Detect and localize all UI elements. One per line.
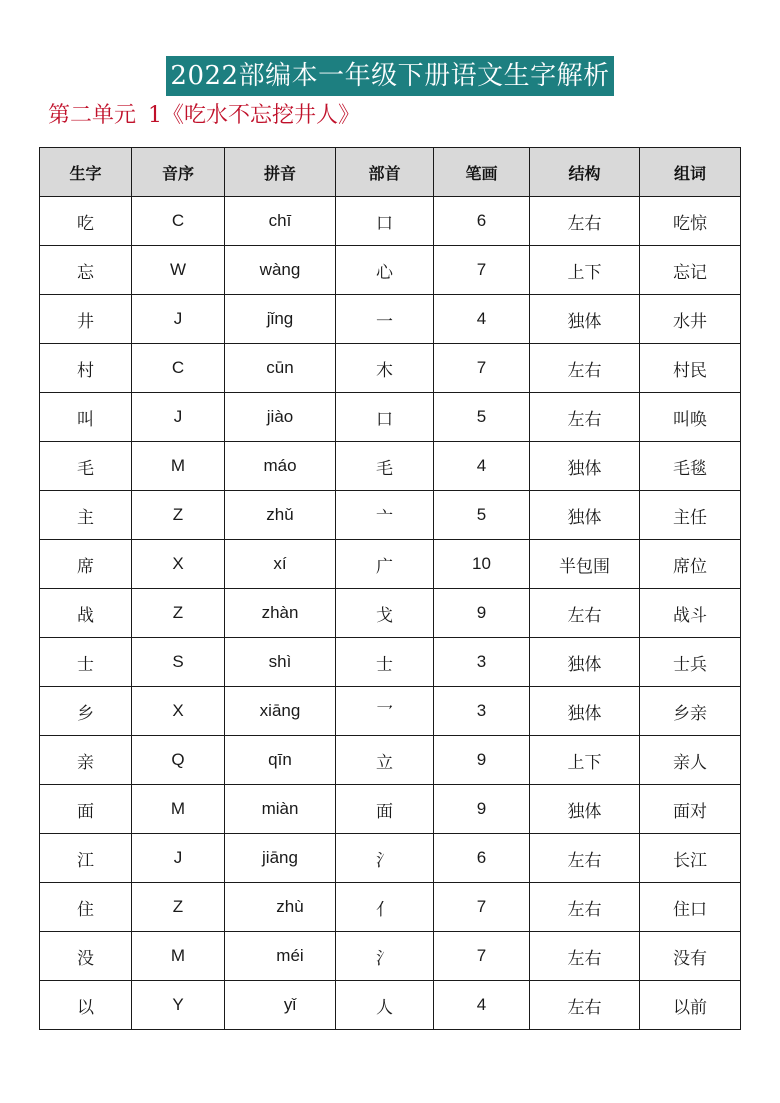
table-header-row [40,148,741,197]
word-cell: 叫唤 [640,393,741,442]
character-cell: 井 [40,295,132,344]
pinyin-text: méi [276,946,304,965]
character-table [39,147,741,1030]
pinyin-cell [225,932,336,981]
pinyin-cell: qīn [225,736,336,785]
word-cell: 主任 [640,491,741,540]
structure-cell: 左右 [530,981,640,1030]
character-cell: 亲 [40,736,132,785]
character-cell: 吃 [40,197,132,246]
strokes-cell: 9 [434,785,530,834]
pinyin-cell: wàng [225,246,336,295]
unit-label: 第二单元 [48,103,137,128]
table-body [40,197,741,1030]
radical-cell: 口 [336,197,434,246]
initial-cell: M [132,932,225,981]
initial-cell: X [132,687,225,736]
initial-cell: C [132,344,225,393]
pinyin-cell: xí [225,540,336,589]
character-cell: 村 [40,344,132,393]
character-cell: 面 [40,785,132,834]
word-cell: 战斗 [640,589,741,638]
table-row [40,589,741,638]
word-cell: 村民 [640,344,741,393]
column-header: 生字 [40,148,132,197]
table-row [40,981,741,1030]
initial-cell: J [132,834,225,883]
radical-cell: 木 [336,344,434,393]
pinyin-cell: cūn [225,344,336,393]
structure-cell: 左右 [530,589,640,638]
radical-cell: 心 [336,246,434,295]
pinyin-cell: máo [225,442,336,491]
strokes-cell: 7 [434,883,530,932]
word-cell: 吃惊 [640,197,741,246]
initial-cell: Q [132,736,225,785]
pinyin-cell: zhàn [225,589,336,638]
strokes-cell: 5 [434,491,530,540]
column-header: 结构 [530,148,640,197]
word-cell: 长江 [640,834,741,883]
initial-cell: X [132,540,225,589]
strokes-cell: 4 [434,295,530,344]
column-header: 音序 [132,148,225,197]
strokes-cell: 7 [434,344,530,393]
strokes-cell: 9 [434,589,530,638]
strokes-cell: 4 [434,442,530,491]
structure-cell: 独体 [530,638,640,687]
word-cell: 以前 [640,981,741,1030]
character-cell: 没 [40,932,132,981]
radical-cell: 氵 [336,932,434,981]
radical-cell: 士 [336,638,434,687]
initial-cell: C [132,197,225,246]
column-header: 组词 [640,148,741,197]
word-cell: 没有 [640,932,741,981]
pinyin-cell [225,981,336,1030]
radical-cell: 乛 [336,687,434,736]
strokes-cell: 7 [434,932,530,981]
structure-cell: 独体 [530,442,640,491]
table-row [40,295,741,344]
pinyin-cell: miàn [225,785,336,834]
word-cell: 水井 [640,295,741,344]
column-header: 拼音 [225,148,336,197]
table-row [40,393,741,442]
structure-cell: 独体 [530,785,640,834]
initial-cell: Z [132,883,225,932]
word-cell: 面对 [640,785,741,834]
strokes-cell: 3 [434,687,530,736]
strokes-cell: 9 [434,736,530,785]
radical-cell: 亠 [336,491,434,540]
initial-cell: J [132,295,225,344]
page-title: 2022部编本一年级下册语文生字解析 [166,56,613,96]
pinyin-cell: chī [225,197,336,246]
initial-cell: Z [132,589,225,638]
strokes-cell: 6 [434,834,530,883]
table-row [40,344,741,393]
character-cell: 乡 [40,687,132,736]
table-row [40,491,741,540]
word-cell: 乡亲 [640,687,741,736]
structure-cell: 上下 [530,736,640,785]
radical-cell: 广 [336,540,434,589]
pinyin-cell: jiào [225,393,336,442]
table-row [40,197,741,246]
character-cell: 以 [40,981,132,1030]
radical-cell: 立 [336,736,434,785]
structure-cell: 左右 [530,197,640,246]
initial-cell: J [132,393,225,442]
strokes-cell: 5 [434,393,530,442]
table-row [40,638,741,687]
lesson-title: 1《吃水不忘挖井人》 [148,103,361,128]
initial-cell: M [132,785,225,834]
table-row [40,540,741,589]
column-header: 笔画 [434,148,530,197]
character-cell: 毛 [40,442,132,491]
radical-cell: 亻 [336,883,434,932]
character-cell: 士 [40,638,132,687]
table-row [40,736,741,785]
radical-cell: 氵 [336,834,434,883]
radical-cell: 毛 [336,442,434,491]
strokes-cell: 3 [434,638,530,687]
initial-cell: Y [132,981,225,1030]
character-cell: 叫 [40,393,132,442]
initial-cell: Z [132,491,225,540]
pinyin-cell [225,883,336,932]
pinyin-text: yǐ [283,995,297,1014]
character-cell: 主 [40,491,132,540]
word-cell: 毛毯 [640,442,741,491]
word-cell: 士兵 [640,638,741,687]
word-cell: 席位 [640,540,741,589]
pinyin-cell: jǐng [225,295,336,344]
pinyin-cell: zhǔ [225,491,336,540]
column-header: 部首 [336,148,434,197]
initial-cell: W [132,246,225,295]
pinyin-cell: xiāng [225,687,336,736]
structure-cell: 左右 [530,834,640,883]
table-row [40,834,741,883]
character-cell: 住 [40,883,132,932]
strokes-cell: 7 [434,246,530,295]
strokes-cell: 10 [434,540,530,589]
radical-cell: 人 [336,981,434,1030]
structure-cell: 左右 [530,393,640,442]
table-row [40,785,741,834]
pinyin-cell: shì [225,638,336,687]
word-cell: 忘记 [640,246,741,295]
word-cell: 住口 [640,883,741,932]
table-row [40,442,741,491]
initial-cell: M [132,442,225,491]
title-banner [0,56,780,96]
radical-cell: 一 [336,295,434,344]
strokes-cell: 4 [434,981,530,1030]
pinyin-cell: jiāng [225,834,336,883]
strokes-cell: 6 [434,197,530,246]
pinyin-text: zhù [276,897,304,916]
character-cell: 席 [40,540,132,589]
lesson-heading [48,101,360,131]
structure-cell: 左右 [530,883,640,932]
table-row [40,246,741,295]
character-cell: 忘 [40,246,132,295]
structure-cell: 独体 [530,491,640,540]
structure-cell: 半包围 [530,540,640,589]
structure-cell: 左右 [530,932,640,981]
structure-cell: 上下 [530,246,640,295]
word-cell: 亲人 [640,736,741,785]
initial-cell: S [132,638,225,687]
radical-cell: 面 [336,785,434,834]
table-row [40,932,741,981]
character-cell: 战 [40,589,132,638]
table-row [40,883,741,932]
radical-cell: 口 [336,393,434,442]
structure-cell: 左右 [530,344,640,393]
radical-cell: 戈 [336,589,434,638]
character-cell: 江 [40,834,132,883]
structure-cell: 独体 [530,687,640,736]
table-row [40,687,741,736]
structure-cell: 独体 [530,295,640,344]
